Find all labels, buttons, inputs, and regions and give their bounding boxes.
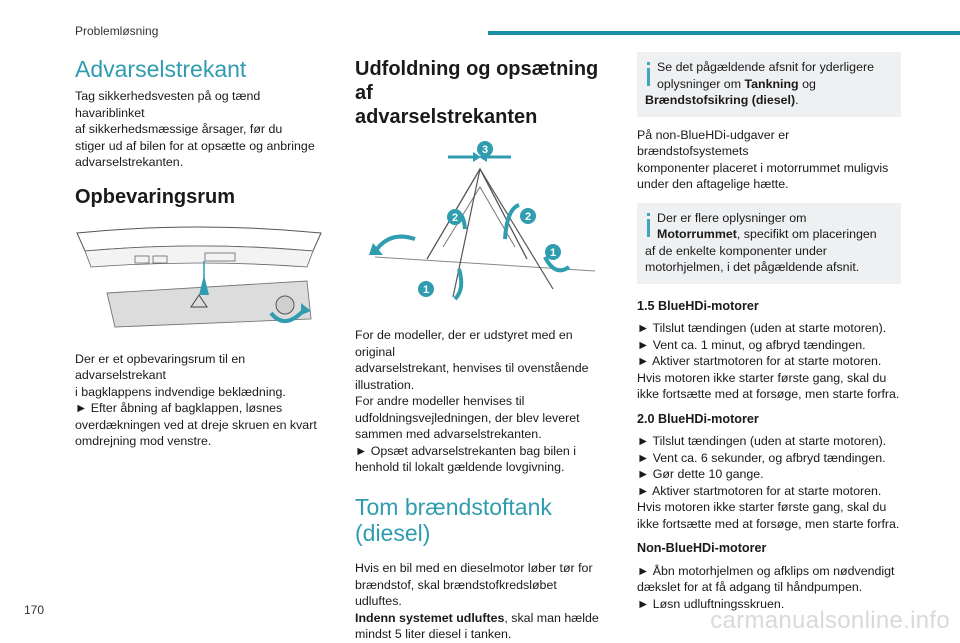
intro-line: stiger ud af bilen for at opsætte og anbringe (75, 138, 315, 153)
sec3-line: ► Løsn udluftningsskruen. (637, 596, 785, 611)
warning-triangle-title: Advarselstrekant (75, 56, 247, 82)
unfold-line: illustration. (355, 377, 415, 392)
sec1-line: ► Aktiver startmotoren for at starte motoren. (637, 354, 882, 368)
sec2-line: ► Vent ca. 6 sekunder, og afbryd tændingen. (637, 450, 886, 465)
unfold-line: henhold til lokalt gældende lovgivning. (355, 460, 565, 474)
sec1-line: ► Vent ca. 1 minut, og afbryd tændingen. (637, 337, 866, 352)
sec2-line: Hvis motoren ikke starter første gang, skal du (637, 500, 887, 514)
storage-line: omdrejning mod venstre. (75, 434, 212, 449)
body-line: komponenter placeret i motorrummet muligvis (637, 160, 889, 175)
column-middle (355, 52, 603, 643)
page-number: 170 (24, 603, 45, 617)
intro-line: Tag sikkerhedsvesten på og tænd havariblinket (75, 89, 261, 120)
storage-line: Der er et opbevaringsrum til en advarselstrekant (75, 351, 246, 383)
fuel-line: mindst 5 liter diesel i tanken. (355, 627, 512, 642)
unfold-title-line: Udfoldning og opsætning af (355, 58, 599, 104)
sec2-line: ► Tilslut tændingen (uden at starte motoren). (637, 434, 887, 448)
sec1-line: ► Tilslut tændingen (uden at starte motoren). (637, 321, 887, 335)
sec1-line: Hvis motoren ikke starter første gang, skal du (637, 370, 887, 385)
sec1-title: 1.5 BlueHDi-motorer (637, 298, 759, 313)
tailgate-storage-illustration (75, 223, 323, 333)
watermark: carmanualsonline.info (710, 607, 950, 634)
unfold-line: udfoldningsvejledningen, der blev leveret (355, 410, 580, 425)
sec3-line: dækslet for at få adgang til håndpumpen. (637, 580, 863, 594)
step-badge: 2 (451, 212, 459, 224)
storage-line: ► Efter åbning af bagklappen, løsnes (75, 401, 283, 416)
step-badge: 3 (481, 144, 489, 156)
sec2-line: ► Aktiver startmotoren for at starte motoren. (637, 483, 882, 498)
column-right (637, 52, 901, 612)
storage-line: overdækningen ved at dreje skruen en kvart (75, 417, 317, 432)
sec1-line: ikke fortsætte med at forsøge, men starte forfra. (637, 387, 900, 401)
step-badge: 1 (422, 284, 430, 296)
fuel-bold: Indenn systemet udluftes (355, 610, 505, 625)
sec2-line: ikke fortsætte med at forsøge, men starte forfra. (637, 516, 900, 531)
info-icon (647, 62, 650, 86)
empty-tank-title-line: (diesel) (355, 519, 431, 546)
unfold-line: For andre modeller henvises til (355, 394, 525, 408)
info-note: Se det pågældende afsnit for yderligere oplysninger om Tankning og Brændstofsikring (diesel). (637, 52, 901, 117)
column-left (75, 52, 323, 450)
intro-line: af sikkerhedsmæssige årsager, før du (75, 122, 283, 137)
triangle-unfolding-illustration (355, 139, 603, 309)
header-accent-bar (488, 31, 960, 35)
empty-tank-title-line: Tom brændstoftank (355, 493, 552, 520)
info-note: Der er flere oplysninger om Motorrummet, specifikt om placeringen af de enkelte komponenter under motorhjelmen, i det pågældende afsnit. (637, 203, 901, 284)
unfold-line: sammen med advarselstrekanten. (355, 427, 542, 441)
step-badge: 1 (549, 247, 557, 259)
intro-line: advarselstrekanten. (75, 155, 184, 170)
sec3-line: ► Åbn motorhjelmen og afklips om nødvendigt (637, 563, 895, 578)
sec3-title: Non-BlueHDi-motorer (637, 541, 767, 555)
section-label: Problemløsning (75, 24, 159, 38)
info-icon (647, 213, 650, 237)
unfold-line: advarselstrekant, henvises til ovenstående (355, 361, 589, 375)
sec2-line: ► Gør dette 10 gange. (637, 467, 764, 481)
sec2-title: 2.0 BlueHDi-motorer (637, 411, 759, 426)
body-line: under den aftagelige hætte. (637, 177, 789, 191)
storage-title: Opbevaringsrum (75, 185, 236, 208)
unfold-title-line: advarselstrekanten (355, 106, 538, 128)
fuel-line: brændstof, skal brændstofkredsløbet udluftes. (355, 577, 557, 609)
fuel-line: Indenn systemet udluftes, skal man hælde (355, 610, 599, 625)
step-badge: 2 (524, 211, 532, 223)
unfold-line: ► Opsæt advarselstrekanten bag bilen i (355, 443, 576, 458)
fuel-line: Hvis en bil med en dieselmotor løber tør for (355, 561, 593, 576)
storage-line: i bagklappens indvendige beklædning. (75, 384, 286, 399)
unfold-line: For de modeller, der er udstyret med en original (355, 328, 573, 359)
body-line: På non-BlueHDi-udgaver er brændstofsystemets (637, 127, 790, 158)
